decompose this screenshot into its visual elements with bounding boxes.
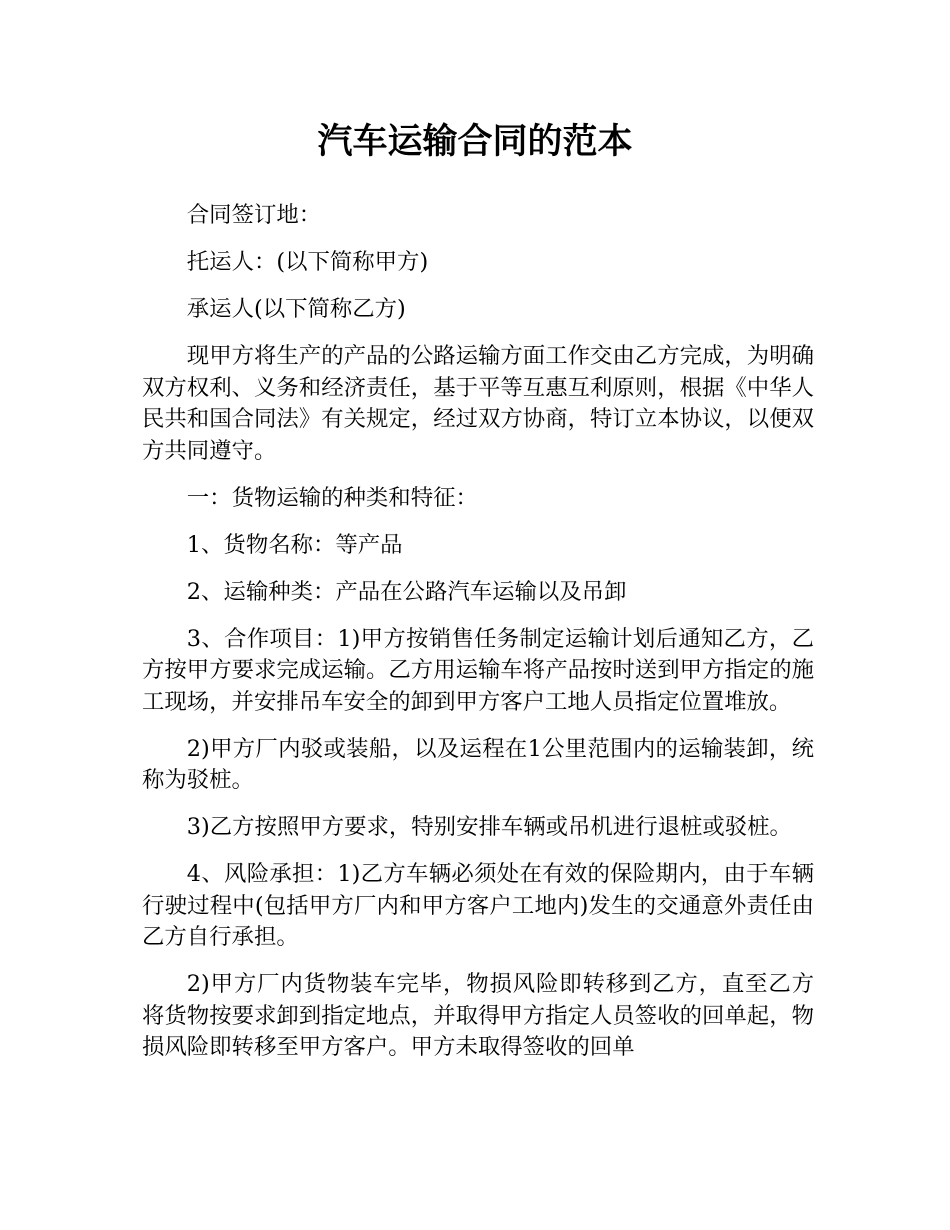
clause-risk-insurance: 4、风险承担：1)乙方车辆必须处在有效的保险期内，由于车辆行驶过程中(包括甲方厂内和甲方客户工地内)发生的交通意外责任由乙方自行承担。 — [142, 861, 814, 950]
section-heading-cargo: 一：货物运输的种类和特征： — [186, 484, 478, 511]
clause-barge-loading: 2)甲方厂内驳或装船，以及运程在1公里范围内的运输装卸，统称为驳桩。 — [142, 735, 814, 793]
clause-return-piles: 3)乙方按照甲方要求，特别安排车辆或吊机进行退桩或驳桩。 — [186, 814, 792, 840]
clause-transport-type: 2、运输种类：产品在公路汽车运输以及吊卸 — [186, 578, 627, 605]
clause-cargo-name: 1、货物名称：等产品 — [186, 531, 403, 558]
document-title: 汽车运输合同的范本 — [317, 122, 633, 162]
preamble-paragraph: 现甲方将生产的产品的公路运输方面工作交由乙方完成，为明确双方权利、义务和经济责任，基于平等互惠互利原则，根据《中华人民共和国合同法》有关规定，经过双方协商，特订立本协议，以便双方共同遵守。 — [142, 343, 814, 464]
shipper-line: 托运人：(以下简称甲方) — [186, 249, 429, 275]
clause-cooperation-items: 3、合作项目：1)甲方按销售任务制定运输计划后通知乙方，乙方按甲方要求完成运输。乙方用运输车将产品按时送到甲方指定的施工现场，并安排吊车安全的卸到甲方客户工地人员指定位置堆放。 — [142, 625, 814, 715]
document-body — [142, 200, 814, 1079]
carrier-line: 承运人(以下简称乙方) — [186, 296, 406, 322]
contract-place-line: 合同签订地： — [186, 202, 322, 228]
clause-risk-transfer: 2)甲方厂内货物装车完毕，物损风险即转移到乙方，直至乙方将货物按要求卸到指定地点，并取得甲方指定人员签收的回单起，物损风险即转移至甲方客户。甲方未取得签收的回单 — [142, 971, 814, 1060]
